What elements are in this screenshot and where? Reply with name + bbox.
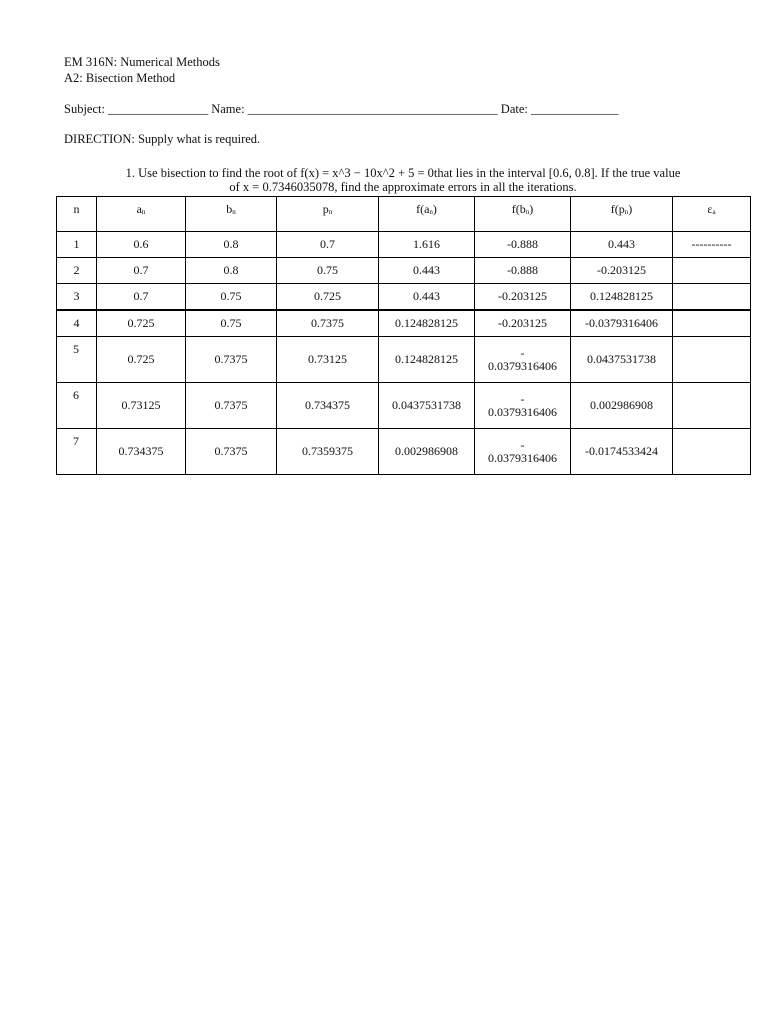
cell-b-value: 0.8: [223, 263, 239, 277]
cell-fb: [475, 310, 571, 337]
cell-fp-value: 0.443: [608, 237, 635, 251]
cell-n-value: 5: [73, 342, 79, 356]
cell-p-value: 0.725: [314, 289, 341, 303]
cell-b: [186, 284, 277, 311]
header-f-bn: $f(b_n)$: [475, 197, 571, 232]
cell-p-value: 0.7375: [311, 316, 344, 330]
cell-fp-value: -0.0379316406: [585, 316, 658, 330]
cell-b-value: 0.75: [220, 316, 242, 330]
cell-fb-sign: -: [520, 391, 525, 406]
cell-b-value: 0.7375: [214, 444, 248, 458]
cell-b-value: 0.8: [223, 237, 239, 251]
cell-n: [57, 284, 97, 311]
cell-p: [277, 284, 379, 311]
cell-n-value: 4: [73, 316, 80, 330]
assignment-title: A2: Bisection Method: [64, 71, 176, 85]
table-row: [57, 258, 751, 284]
cell-p: [277, 429, 379, 475]
cell-n-value: 7: [73, 434, 79, 448]
header-f-pn: $f(p_n)$: [571, 197, 673, 232]
cell-fa-value: 1.616: [413, 237, 440, 251]
cell-n-value: 2: [73, 263, 80, 277]
header-n: n: [57, 197, 97, 232]
header-pn: $p_n$: [277, 197, 379, 232]
cell-b: [186, 310, 277, 337]
cell-fb-value: -0.888: [507, 237, 538, 251]
cell-a: [97, 310, 186, 337]
cell-b: [186, 337, 277, 383]
cell-fa-value: 0.443: [413, 263, 440, 277]
cell-fa-value: 0.124828125: [395, 316, 458, 330]
table-row: [57, 337, 751, 383]
cell-ea: [673, 258, 751, 284]
cell-fb-value: -0.888: [507, 263, 538, 277]
cell-a-value: 0.725: [127, 352, 155, 366]
cell-n: [57, 383, 97, 429]
cell-b-value: 0.75: [220, 289, 242, 303]
cell-fa: [379, 232, 475, 258]
cell-fp-value: 0.002986908: [590, 398, 653, 412]
cell-b-value: 0.7375: [214, 352, 248, 366]
cell-fp-value: 0.0437531738: [587, 352, 656, 366]
cell-fa-value: 0.124828125: [395, 352, 458, 366]
cell-p-value: 0.75: [317, 263, 338, 277]
cell-fa-value: 0.443: [413, 289, 440, 303]
problem-line-2: of x = 0.7346035078, find the approximate errors in all the iterations.: [229, 180, 577, 194]
cell-fp-value: 0.124828125: [590, 289, 653, 303]
cell-fa: [379, 310, 475, 337]
cell-fb-value: 0.0379316406: [488, 358, 557, 373]
cell-b: [186, 429, 277, 475]
cell-ea: [673, 310, 751, 337]
cell-fb-sign: -: [520, 345, 525, 360]
cell-n: [57, 310, 97, 337]
cell-ea: [673, 232, 751, 258]
cell-fb-sign: -: [520, 437, 525, 452]
cell-fp: [571, 429, 673, 475]
cell-a: [97, 429, 186, 475]
cell-fp: [571, 284, 673, 311]
cell-fa: [379, 429, 475, 475]
cell-fb-value: 0.0379316406: [488, 404, 557, 419]
cell-fp: [571, 310, 673, 337]
cell-fb: [475, 337, 571, 383]
cell-p-value: 0.7: [320, 237, 335, 251]
cell-fa-value: 0.002986908: [395, 444, 458, 458]
cell-fa: [379, 258, 475, 284]
problem-statement: [56, 166, 750, 194]
cell-p-value: 0.734375: [305, 398, 350, 412]
cell-p: [277, 310, 379, 337]
cell-n: [57, 429, 97, 475]
cell-ea: [673, 429, 751, 475]
cell-p: [277, 383, 379, 429]
cell-fb-value: -0.203125: [498, 289, 547, 303]
header-row: [57, 197, 751, 232]
cell-p-value: 0.7359375: [302, 444, 353, 458]
cell-a-value: 0.7: [133, 263, 149, 277]
cell-fb: [475, 429, 571, 475]
cell-ea-value: ----------: [691, 237, 732, 251]
cell-a-value: 0.6: [133, 237, 149, 251]
cell-fa: [379, 284, 475, 311]
cell-n: [57, 232, 97, 258]
cell-a: [97, 337, 186, 383]
cell-p: [277, 337, 379, 383]
cell-fp: [571, 383, 673, 429]
table-row: [57, 429, 751, 475]
cell-fb: [475, 383, 571, 429]
cell-fp: [571, 232, 673, 258]
cell-b: [186, 258, 277, 284]
cell-a-value: 0.725: [127, 316, 155, 330]
cell-a: [97, 232, 186, 258]
cell-fb: [475, 284, 571, 311]
table-row: [57, 310, 751, 337]
cell-n-value: 3: [73, 289, 80, 303]
problem-line-1: 1. Use bisection to find the root of f(x) = x^3 − 10x^2 + 5 = 0that lies in the interval [0.6, 0.8]. If the true value: [125, 166, 681, 180]
cell-a-value: 0.734375: [118, 444, 164, 458]
cell-a: [97, 258, 186, 284]
cell-fa: [379, 383, 475, 429]
cell-a: [97, 383, 186, 429]
header-epsilon-a: $\varepsilon_a$: [673, 197, 751, 232]
cell-b-value: 0.7375: [214, 398, 248, 412]
table-row: [57, 383, 751, 429]
table-row: [57, 284, 751, 311]
cell-ea: [673, 337, 751, 383]
cell-p: [277, 232, 379, 258]
cell-fp: [571, 258, 673, 284]
direction-text: DIRECTION: Supply what is required.: [64, 132, 261, 146]
cell-fp-value: -0.203125: [597, 263, 646, 277]
cell-fa-value: 0.0437531738: [392, 398, 461, 412]
cell-n-value: 1: [73, 237, 80, 251]
subject-name-date-fields: Subject: ________________ Name: ________________________________________ Date: ______________: [64, 102, 619, 116]
header-an: $a_n$: [97, 197, 186, 232]
cell-a: [97, 284, 186, 311]
cell-ea: [673, 383, 751, 429]
cell-fb: [475, 258, 571, 284]
header-bn: $b_n$: [186, 197, 277, 232]
table-row: [57, 232, 751, 258]
cell-a-value: 0.73125: [121, 398, 161, 412]
cell-ea: [673, 284, 751, 311]
cell-n: [57, 337, 97, 383]
cell-fa: [379, 337, 475, 383]
cell-fp: [571, 337, 673, 383]
cell-n: [57, 258, 97, 284]
bisection-table: [56, 196, 751, 475]
cell-fb: [475, 232, 571, 258]
header-f-an: $f(a_n)$: [379, 197, 475, 232]
cell-fp-value: -0.0174533424: [585, 444, 658, 458]
cell-b: [186, 232, 277, 258]
cell-p: [277, 258, 379, 284]
cell-p-value: 0.73125: [308, 352, 347, 366]
cell-b: [186, 383, 277, 429]
cell-fb-value: -0.203125: [498, 316, 547, 330]
cell-a-value: 0.7: [133, 289, 149, 303]
cell-fb-value: 0.0379316406: [488, 450, 557, 465]
cell-n-value: 6: [73, 388, 79, 402]
course-title: EM 316N: Numerical Methods: [64, 55, 220, 69]
